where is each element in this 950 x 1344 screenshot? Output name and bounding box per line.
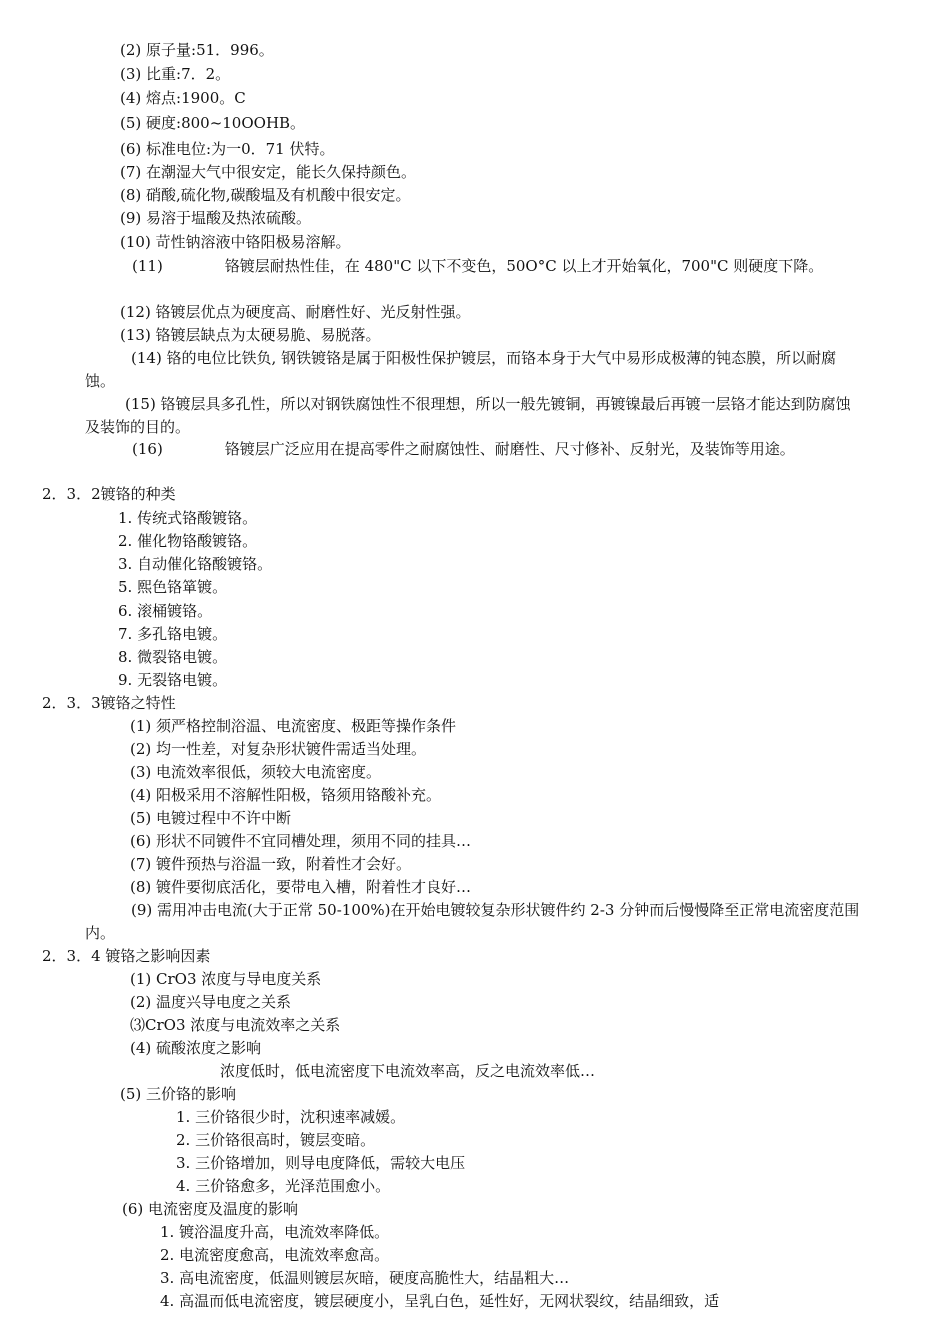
- list-item: 3. 自动催化铬酸镀铬。: [118, 555, 273, 573]
- factor-item: (6) 电流密度及温度的影响: [122, 1200, 299, 1218]
- property-line: (2) 原子量:51．996。: [120, 41, 274, 59]
- property-line: (8) 硝酸,硫化物,碳酸塭及有机酸中很安定。: [120, 186, 411, 204]
- list-item: (7) 镀件预热与浴温一致，附着性才会好。: [130, 855, 412, 873]
- paragraph-13: (13) 铬镀层缺点为太硬易脆、易脱落。: [120, 326, 381, 344]
- list-item: 9. 无裂铬电镀。: [118, 671, 228, 689]
- list-item: 8. 微裂铬电镀。: [118, 648, 228, 666]
- factor-item: (5) 三价铬的影响: [120, 1085, 237, 1103]
- sub-item: 2. 电流密度愈高，电流效率愈高。: [160, 1246, 390, 1264]
- list-item: (8) 镀件要彻底活化，要带电入槽，附着性才良好…: [130, 878, 472, 896]
- sub-item: 3. 三价铬增加，则导电度降低，需较大电压: [176, 1154, 466, 1172]
- list-item: 2. 催化物铬酸镀铬。: [118, 532, 258, 550]
- property-line: (3) 比重:7．2。: [120, 65, 231, 83]
- paragraph-number: (11): [132, 257, 163, 275]
- list-item: (3) 电流效率很低，须较大电流密度。: [130, 763, 382, 781]
- list-item: (4) 阳极采用不溶解性阳极，铬须用铬酸补充。: [130, 786, 442, 804]
- list-item: 7. 多孔铬电镀。: [118, 625, 228, 643]
- property-line: (9) 易溶于塭酸及热浓硫酸。: [120, 209, 312, 227]
- paragraph-14: (14) 铬的电位比铁负, 钢铁镀铬是属于阳极性保护镀层，而铬本身于大气中易形成极薄的钝态膜，所以耐腐蚀。: [85, 349, 837, 390]
- property-line: (6) 标准电位:为一0．71 伏特。: [120, 140, 335, 158]
- section-heading-2-3-2: 2．3．2镀铬的种类: [42, 485, 176, 503]
- paragraph-11: [42, 255, 862, 278]
- list-item: (5) 电镀过程中不许中断: [130, 809, 292, 827]
- factor-item: (4) 硫酸浓度之影响: [130, 1039, 262, 1057]
- factor-item: ⑶CrO3 浓度与电流效率之关系: [130, 1016, 341, 1034]
- list-item: 5. 熙色铬箪镀。: [118, 578, 228, 596]
- list-item: (2) 均一性差，对复杂形状镀件需适当处理。: [130, 740, 427, 758]
- paragraph-15: (15) 铬镀层具多孔性，所以对钢铁腐蚀性不很理想，所以一般先镀铜，再镀镍最后再镀一层铬才能达到防腐蚀及装饰的目的。: [85, 395, 851, 436]
- sub-item: 3. 高电流密度，低温则镀层灰暗，硬度高脆性大，结晶粗大…: [160, 1269, 570, 1287]
- list-item: 6. 滚桶镀铬。: [118, 602, 213, 620]
- factor-note: 浓度低时，低电流密度下电流效率高，反之电流效率低…: [220, 1062, 596, 1080]
- section-heading-2-3-4: 2．3．4 镀铬之影响因素: [42, 947, 211, 965]
- list-item: (6) 形状不同镀件不宜同槽处理，须用不同的挂具…: [130, 832, 472, 850]
- list-item: 1. 传统式铬酸镀铬。: [118, 509, 258, 527]
- section-heading-2-3-3: 2．3．3镀铬之特性: [42, 694, 176, 712]
- property-line: (5) 硬度:800~10OOHB。: [120, 114, 306, 132]
- sub-item: 1. 三价铬很少时，沈积速率减媛。: [176, 1108, 406, 1126]
- sub-item: 2. 三价铬很高时，镀层变暗。: [176, 1131, 376, 1149]
- paragraph-text: 铬镀层广泛应用在提高零件之耐腐蚀性、耐磨性、尺寸修补、反射光，及装饰等用途。: [224, 440, 795, 458]
- factor-item: (1) CrO3 浓度与导电度关系: [130, 970, 322, 988]
- property-line: (4) 熔点:1900。C: [120, 89, 246, 107]
- sub-item: 1. 镀浴温度升高，电流效率降低。: [160, 1223, 390, 1241]
- paragraph-12: (12) 铬镀层优点为硬度高、耐磨性好、光反射性强。: [120, 303, 471, 321]
- property-line: (10) 苛性钠溶液中铬阳极易溶解。: [120, 233, 351, 251]
- paragraph-number: (16): [132, 440, 163, 458]
- factor-item: (2) 温度兴导电度之关系: [130, 993, 292, 1011]
- paragraph-text: 铬镀层耐热性佳，在 480"C 以下不变色，50O°C 以上才开始氧化，700"C 则硬度下降。: [224, 257, 824, 275]
- list-item: (9) 需用冲击电流(大于正常 50-100%)在开始电镀较复杂形状镀件约 2-3 分钟而后慢慢降至正常电流密度范围内。: [85, 901, 860, 942]
- sub-item: 4. 高温而低电流密度，镀层硬度小，呈乳白色，延性好，无网状裂纹，结晶细致，适: [160, 1292, 720, 1310]
- list-item: (1) 须严格控制浴温、电流密度、极距等操作条件: [130, 717, 457, 735]
- sub-item: 4. 三价铬愈多，光泽范围愈小。: [176, 1177, 391, 1195]
- paragraph-16: [42, 438, 862, 461]
- property-line: (7) 在潮湿大气中很安定，能长久保持颜色。: [120, 163, 417, 181]
